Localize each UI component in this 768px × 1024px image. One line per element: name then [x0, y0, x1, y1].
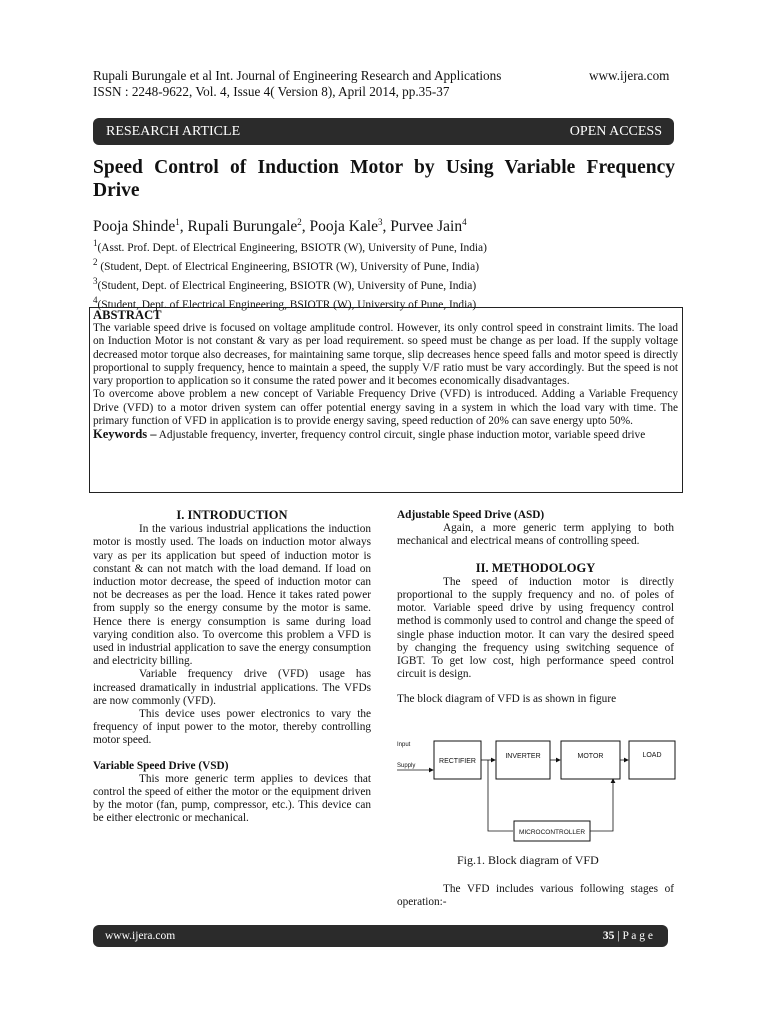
footer-website[interactable]: www.ijera.com [105, 930, 176, 942]
methodology-heading: II. METHODOLOGY [475, 560, 596, 575]
introduction-paragraph-2: Variable frequency drive (VFD) usage has increased dramatically in industrial applications. The VFDs are now commonly (VFD). [93, 668, 371, 707]
inverter-block [496, 741, 550, 779]
introduction-paragraph-1: In the various industrial applications the induction motor is mostly used. The loads on induction motor always vary as per its application but speed of induction motor is constant & can not match with the load demand. If load on induction motor decrease, the speed of induction motor can not be decreases as per the load. Hence it takes rated power from supply so the energy consume by the motor is same. Hence there is energy consumption is same during load varying condition also. To overcome this problem a VFD is used in industrial application to save the energy consumption and electricity billing. [93, 523, 371, 668]
vsd-paragraph: This more generic term applies to devices that control the speed of either the motor or the equipment driven by the motor (fan, pump, compressor, etc.). This device can be either electronic or mechanical. [93, 772, 371, 825]
affiliation-sup: 2 [93, 257, 98, 267]
author-name: Purvee Jain [390, 218, 463, 236]
author-sup: 3 [377, 217, 383, 227]
methodology-paragraph: The speed of induction motor is directly proportional to the supply frequency and no. of poles of motor. Variable speed drive by using frequency control method is commonly used to control and change the speed of single phase induction motor. It can vary the desired speed by changing the frequency using switching sequence of IGBT. To get low cost, high performance speed control circuit is design. [397, 575, 674, 681]
affiliation-text: (Student, Dept. of Electrical Engineering, BSIOTR (W), University of Pune, India) [97, 260, 479, 273]
vfd-block-diagram [397, 737, 677, 847]
motor-text: MOTOR [577, 753, 604, 760]
figure-caption: Fig.1. Block diagram of VFD [457, 853, 599, 867]
load-block [629, 741, 675, 779]
affiliation [93, 255, 487, 274]
affiliation [93, 236, 487, 255]
affiliation-text: (Asst. Prof. Dept. of Electrical Engineering, BSIOTR (W), University of Pune, India) [97, 241, 487, 254]
left-column [93, 509, 371, 826]
affiliation-sup: 1 [93, 238, 98, 248]
affiliation-text: (Student, Dept. of Electrical Engineering, BSIOTR (W), University of Pune, India) [97, 279, 477, 292]
author-sup: 1 [175, 217, 180, 227]
vsd-heading: Variable Speed Drive (VSD) [93, 759, 229, 772]
author-name: Pooja Kale [309, 218, 378, 236]
introduction-heading: I. INTRODUCTION [176, 508, 288, 522]
introduction-paragraph-3: This device uses power electronics to vary the frequency of input power to the motor, thereby controlling motor speed. [93, 708, 371, 747]
page-number-value: 35 [602, 930, 615, 942]
motor-block [561, 741, 620, 779]
open-access-label: OPEN ACCESS [569, 123, 662, 139]
journal-citation-line2: ISSN : 2248-9622, Vol. 4, Issue 4( Version 8), April 2014, pp.35-37 [93, 84, 450, 99]
input-label: Input [397, 742, 411, 748]
author-list: Pooja Shinde$^1$, Rupali Burungale$^2$, Pooja Kale$^3$, Purvee Jain$^4$ [93, 217, 467, 236]
keywords [93, 428, 678, 442]
rectifier-text: RECTIFIER [439, 758, 476, 765]
inverter-text: INVERTER [505, 753, 541, 760]
asd-paragraph: Again, a more generic term applying to both mechanical and electrical means of controlling speed. [397, 522, 674, 548]
keywords-label: Keywords – [93, 427, 157, 442]
author-sup: 4 [462, 217, 467, 227]
journal-citation-line1: Rupali Burungale et al Int. Journal of Engineering Research and Applications [93, 68, 502, 83]
affiliation [93, 274, 487, 293]
affiliation-text: (Student, Dept. of Electrical Engineering, BSIOTR (W), University of Pune, India) [97, 298, 477, 311]
abstract-paragraph-1: The variable speed drive is focused on voltage amplitude control. However, its only control speed in constraint limits. The load on Induction Motor is not constant & vary as per load requirement. so speed must be change as per load. If the supply voltage decreased motor torque also decreases, for maintaining same torque, slip decreases hence speed falls and motor speed is directly proportional to supply frequency, hence to maintain a speed, the supply V/F ratio must be vary accordingly. But the speed is not vary proportion to application so it consume the rated power and it becomes economically disadvantages. [93, 322, 678, 388]
paper-title: Speed Control of Induction Motor by Using Variable Frequency Drive [93, 157, 675, 201]
microcontroller-text: MICROCONTROLLER [518, 829, 586, 836]
feedback-line-left [488, 760, 513, 831]
abstract-box [89, 307, 683, 493]
author-name: Rupali Burungale [187, 218, 298, 236]
research-article-label: RESEARCH ARTICLE [106, 123, 241, 139]
stages-paragraph: The VFD includes various following stages of operation:- [397, 883, 674, 909]
page-label: | P a g e [614, 930, 653, 942]
affiliation-sup: 3 [93, 276, 98, 286]
keywords-text: Adjustable frequency, inverter, frequency control circuit, single phase induction motor, variable speed drive [156, 429, 646, 442]
block-diagram-intro: The block diagram of VFD is as shown in figure [397, 693, 617, 706]
asd-heading: Adjustable Speed Drive (ASD) [397, 509, 545, 521]
affiliation-sup: 4 [93, 295, 98, 305]
affiliation-list [93, 236, 487, 312]
abstract-paragraph-2: To overcome above problem a new concept of Variable Frequency Drive (VFD) is introduced. Adding a Variable Frequency Drive (VFD) to a motor driven system can offer potential energy saving in a system in which the load vary with time. The primary function of VFD in application is to provide energy saving, speed reduction of 20% can save energy upto 50%. [93, 388, 678, 428]
page-number [603, 930, 653, 942]
right-column-top [397, 509, 674, 707]
page-footer [93, 925, 668, 947]
article-type-banner [93, 118, 674, 145]
abstract-heading: ABSTRACT [93, 308, 162, 322]
author-name: Pooja Shinde [93, 218, 176, 236]
journal-website[interactable]: www.ijera.com [589, 68, 670, 83]
load-text: LOAD [642, 752, 662, 759]
feedback-line-right [590, 779, 613, 831]
author-sup: 2 [297, 217, 302, 227]
supply-label: Supply [397, 763, 416, 769]
